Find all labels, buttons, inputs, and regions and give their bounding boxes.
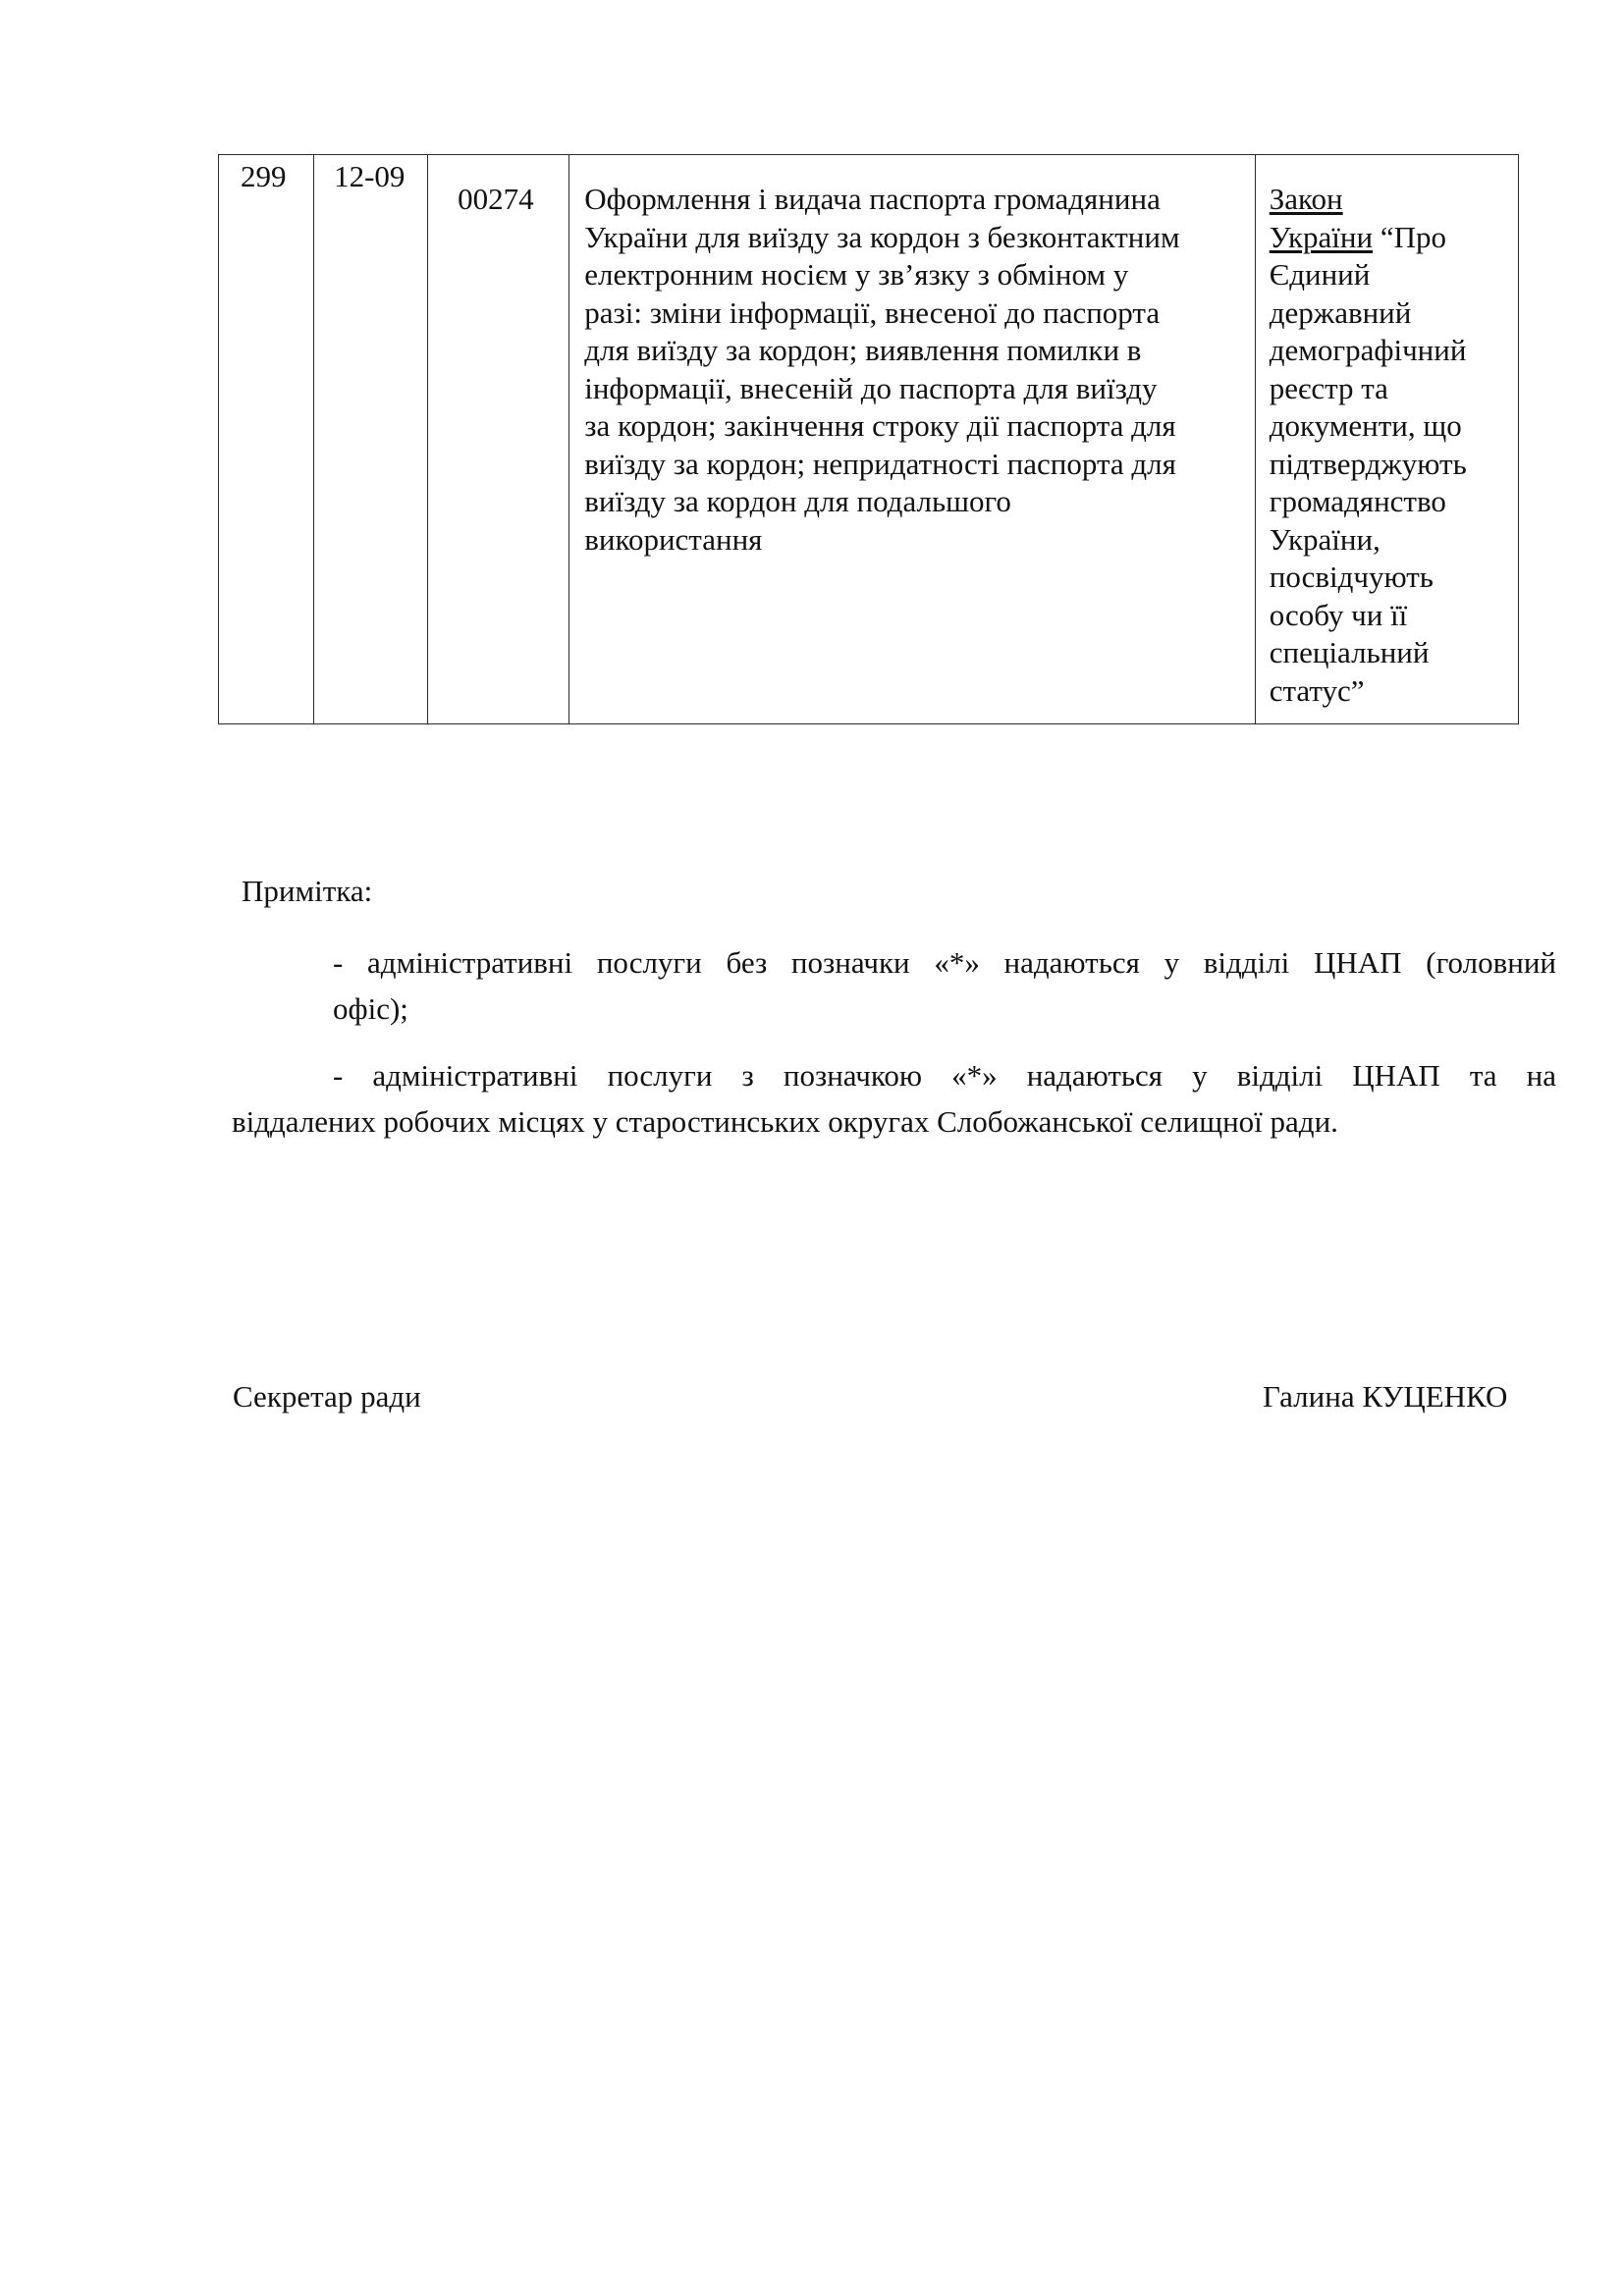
service-id-cell [428, 155, 569, 724]
note-item-1 [333, 939, 1556, 1032]
service-name-line: України для виїзду за кордон з безконтактним [584, 219, 1180, 254]
row-code: 12-09 [334, 159, 406, 193]
service-name-line: виїзду за кордон; непридатності паспорта для [584, 446, 1176, 481]
signatory-position: Секретар ради [233, 1379, 421, 1414]
law-line: демографічний [1269, 333, 1467, 367]
note-item-1-line: офіс); [333, 991, 408, 1026]
row-number-cell [219, 155, 314, 724]
service-name-line: електронним носієм у зв’язку з обміном у [584, 257, 1129, 292]
service-name-cell [569, 155, 1256, 724]
law-line [1270, 219, 1510, 257]
row-number: 299 [241, 159, 287, 193]
law-line: реєстр та [1269, 370, 1388, 405]
note-title: Примітка: [242, 874, 373, 908]
service-name-line: за кордон; закінчення строку дії паспорта для [584, 408, 1176, 443]
law-title-start: “Про [1373, 219, 1446, 254]
law-line: державний [1269, 294, 1412, 330]
law-line: України, [1269, 521, 1380, 557]
legal-basis [1256, 155, 1518, 710]
service-name-line: для виїзду за кордон; виявлення помилки в [584, 333, 1142, 367]
law-line: посвідчують [1269, 560, 1434, 594]
service-id: 00274 [458, 182, 534, 216]
signatory-name: Галина КУЦЕНКО [1263, 1379, 1508, 1414]
note-item-2 [232, 1052, 1556, 1145]
row-code-cell [314, 155, 428, 724]
law-line: Єдиний [1269, 257, 1371, 292]
note-item-2-line: - адміністративні послуги з позначкою «*» надаються у відділі ЦНАП та на [333, 1058, 1556, 1093]
law-line: особу чи її [1269, 597, 1408, 632]
note-item-1-line: - адміністративні послуги без позначки «*» надаються у відділі ЦНАП (головний [333, 945, 1556, 980]
table-row [219, 155, 1519, 724]
service-name-line: разі: зміни інформації, внесеної до паспорта [584, 294, 1161, 330]
law-line: підтверджують [1269, 446, 1467, 481]
services-table [218, 154, 1519, 724]
service-name-line: виїзду за кордон для подальшого [584, 484, 1011, 518]
service-name-line: Оформлення і видача паспорта громадянина [584, 182, 1161, 216]
note-item-2-line: віддалених робочих місцях у старостинських округах Слобожанської селищної ради. [232, 1104, 1338, 1139]
service-name-line: використання [584, 521, 763, 557]
law-link-country[interactable]: України [1269, 219, 1374, 254]
legal-basis-cell [1255, 155, 1518, 724]
law-line: статус” [1269, 672, 1365, 708]
law-line: документи, що [1269, 408, 1462, 443]
law-line: спеціальний [1269, 635, 1430, 669]
law-link[interactable]: Закон [1269, 182, 1343, 216]
service-name-line: інформації, внесеній до паспорта для виїзду [584, 370, 1158, 405]
service-name [569, 155, 1255, 559]
law-line: громадянство [1269, 484, 1446, 518]
